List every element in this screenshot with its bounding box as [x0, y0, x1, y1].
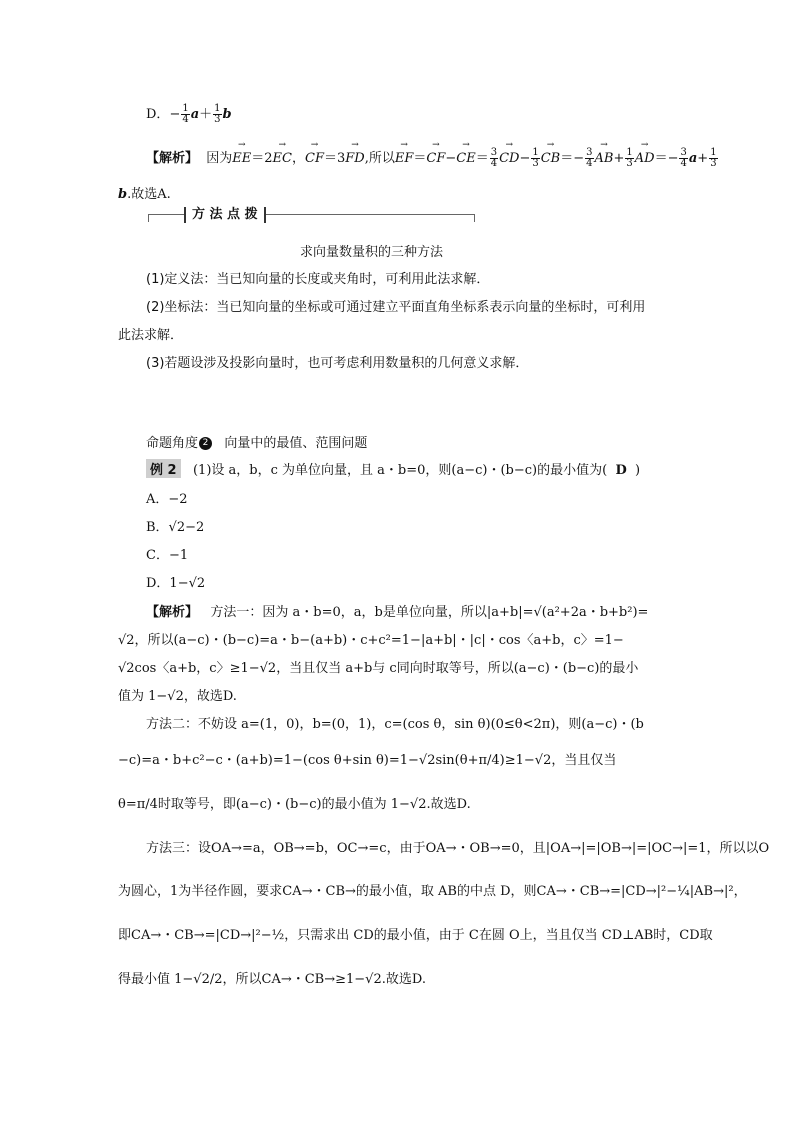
analysis-label: 【解析】 [146, 151, 199, 166]
method-subtitle: 求向量数量积的三种方法 [300, 245, 444, 260]
example-tag: 例 2 [146, 459, 181, 478]
method-item-2: (2)坐标法：当已知向量的坐标或可通过建立平面直角坐标系表示向量的坐标时，可利用 [146, 300, 646, 315]
analysis-1-line-2: b.故选A. [118, 187, 171, 202]
section-prefix: 命题角度 [146, 436, 199, 451]
analysis-2-line-1 [146, 601, 648, 620]
method-box-title: 方 法 点 拨 [184, 207, 266, 223]
section-title: 向量中的最值、范围问题 [224, 436, 368, 451]
method-item-2-cont: 此法求解． [118, 328, 184, 343]
example-close: ) [634, 463, 641, 478]
analysis-2-line-8: 方法三：设OA→=a，OB→=b，OC→=c，由于OA→・OB→=0，且|OA→|=|OB→|=|OC→|=1，所以以O [146, 841, 770, 856]
analysis-2-label: 【解析】 [146, 605, 199, 620]
option-c: C．−1 [146, 548, 189, 563]
example-question-text: (1)设 a，b，c 为单位向量，且 a・b=0，则(a−c)・(b−c)的最小值为( [192, 463, 608, 478]
analysis-2-line-5: 方法二：不妨设 a=(1，0)，b=(0，1)，c=(cos θ，sin θ)(0≤θ<2π)，则(a−c)・(b [146, 717, 644, 732]
section-number-badge: 2 [199, 437, 212, 450]
analysis-2-line-11: 得最小值 1−√2/2，所以CA→・CB→≥1−√2.故选D. [118, 972, 426, 987]
analysis-2-line-3: √2cos〈a+b，c〉≥1−√2，当且仅当 a+b与 c同向时取等号，所以(a−c)・(b−c)的最小 [118, 661, 639, 676]
option-b: B．√2−2 [146, 520, 205, 535]
option-letter: D． [146, 107, 170, 122]
option-d: D．1−√2 [146, 576, 206, 591]
method-item-3: (3)若题设涉及投影向量时，也可考虑利用数量积的几何意义求解． [146, 356, 529, 371]
analysis-2-line-6: −c)=a・b+c²−c・(a+b)=1−(cos θ+sin θ)=1−√2sin(θ+π/4)≥1−√2，当且仅当 [118, 753, 617, 768]
analysis-2-line-7: θ=π/4时取等号，即(a−c)・(b−c)的最小值为 1−√2.故选D. [118, 797, 471, 812]
analysis-1-line-1: 【解析】 因为→ EE＝2→ EC，→ CF＝3→ FD,所以→ EF＝→ CF−→ CE＝ $\frac{3}{4}$ → CD− $\frac{1}{3}$ → CB＝− $\frac{3}{4}$ → AB+ $\frac{1}{3}$ → AD＝− $\frac{3}{4}$ a+ $\frac{1}{3}$ [146, 147, 719, 169]
example-2-question [146, 459, 640, 478]
analysis-2-line-9: 为圆心，1为半径作圆，要求CA→・CB→的最小值，取 AB的中点 D，则CA→・CB→=|CD→|²−¼|AB→|²， [118, 884, 747, 899]
option-a: A．−2 [146, 492, 188, 507]
method-item-1: (1)定义法：当已知向量的长度或夹角时，可利用此法求解． [146, 272, 490, 287]
example-answer: D [615, 463, 627, 478]
section-header [146, 432, 367, 451]
analysis-2-line-10: 即CA→・CB→=|CD→|²−½，只需求出 CD的最小值，由于 C在圆 O上，当且仅当 CD⊥AB时，CD取 [118, 928, 713, 943]
analysis-2-line-4: 值为 1−√2，故选D. [118, 689, 237, 704]
analysis-2-text-1: 方法一：因为 a・b=0，a，b是单位向量，所以|a+b|=√(a²+2a・b+b²)= [210, 605, 649, 620]
option-d-prev: D．− $\frac{1}{4}$ a＋ $\frac{1}{3}$ b [146, 103, 232, 125]
analysis-2-line-2: √2，所以(a−c)・(b−c)=a・b−(a+b)・c+c²=1−|a+b|・|c|・cos〈a+b，c〉=1− [118, 633, 624, 648]
method-box-header [148, 207, 475, 233]
